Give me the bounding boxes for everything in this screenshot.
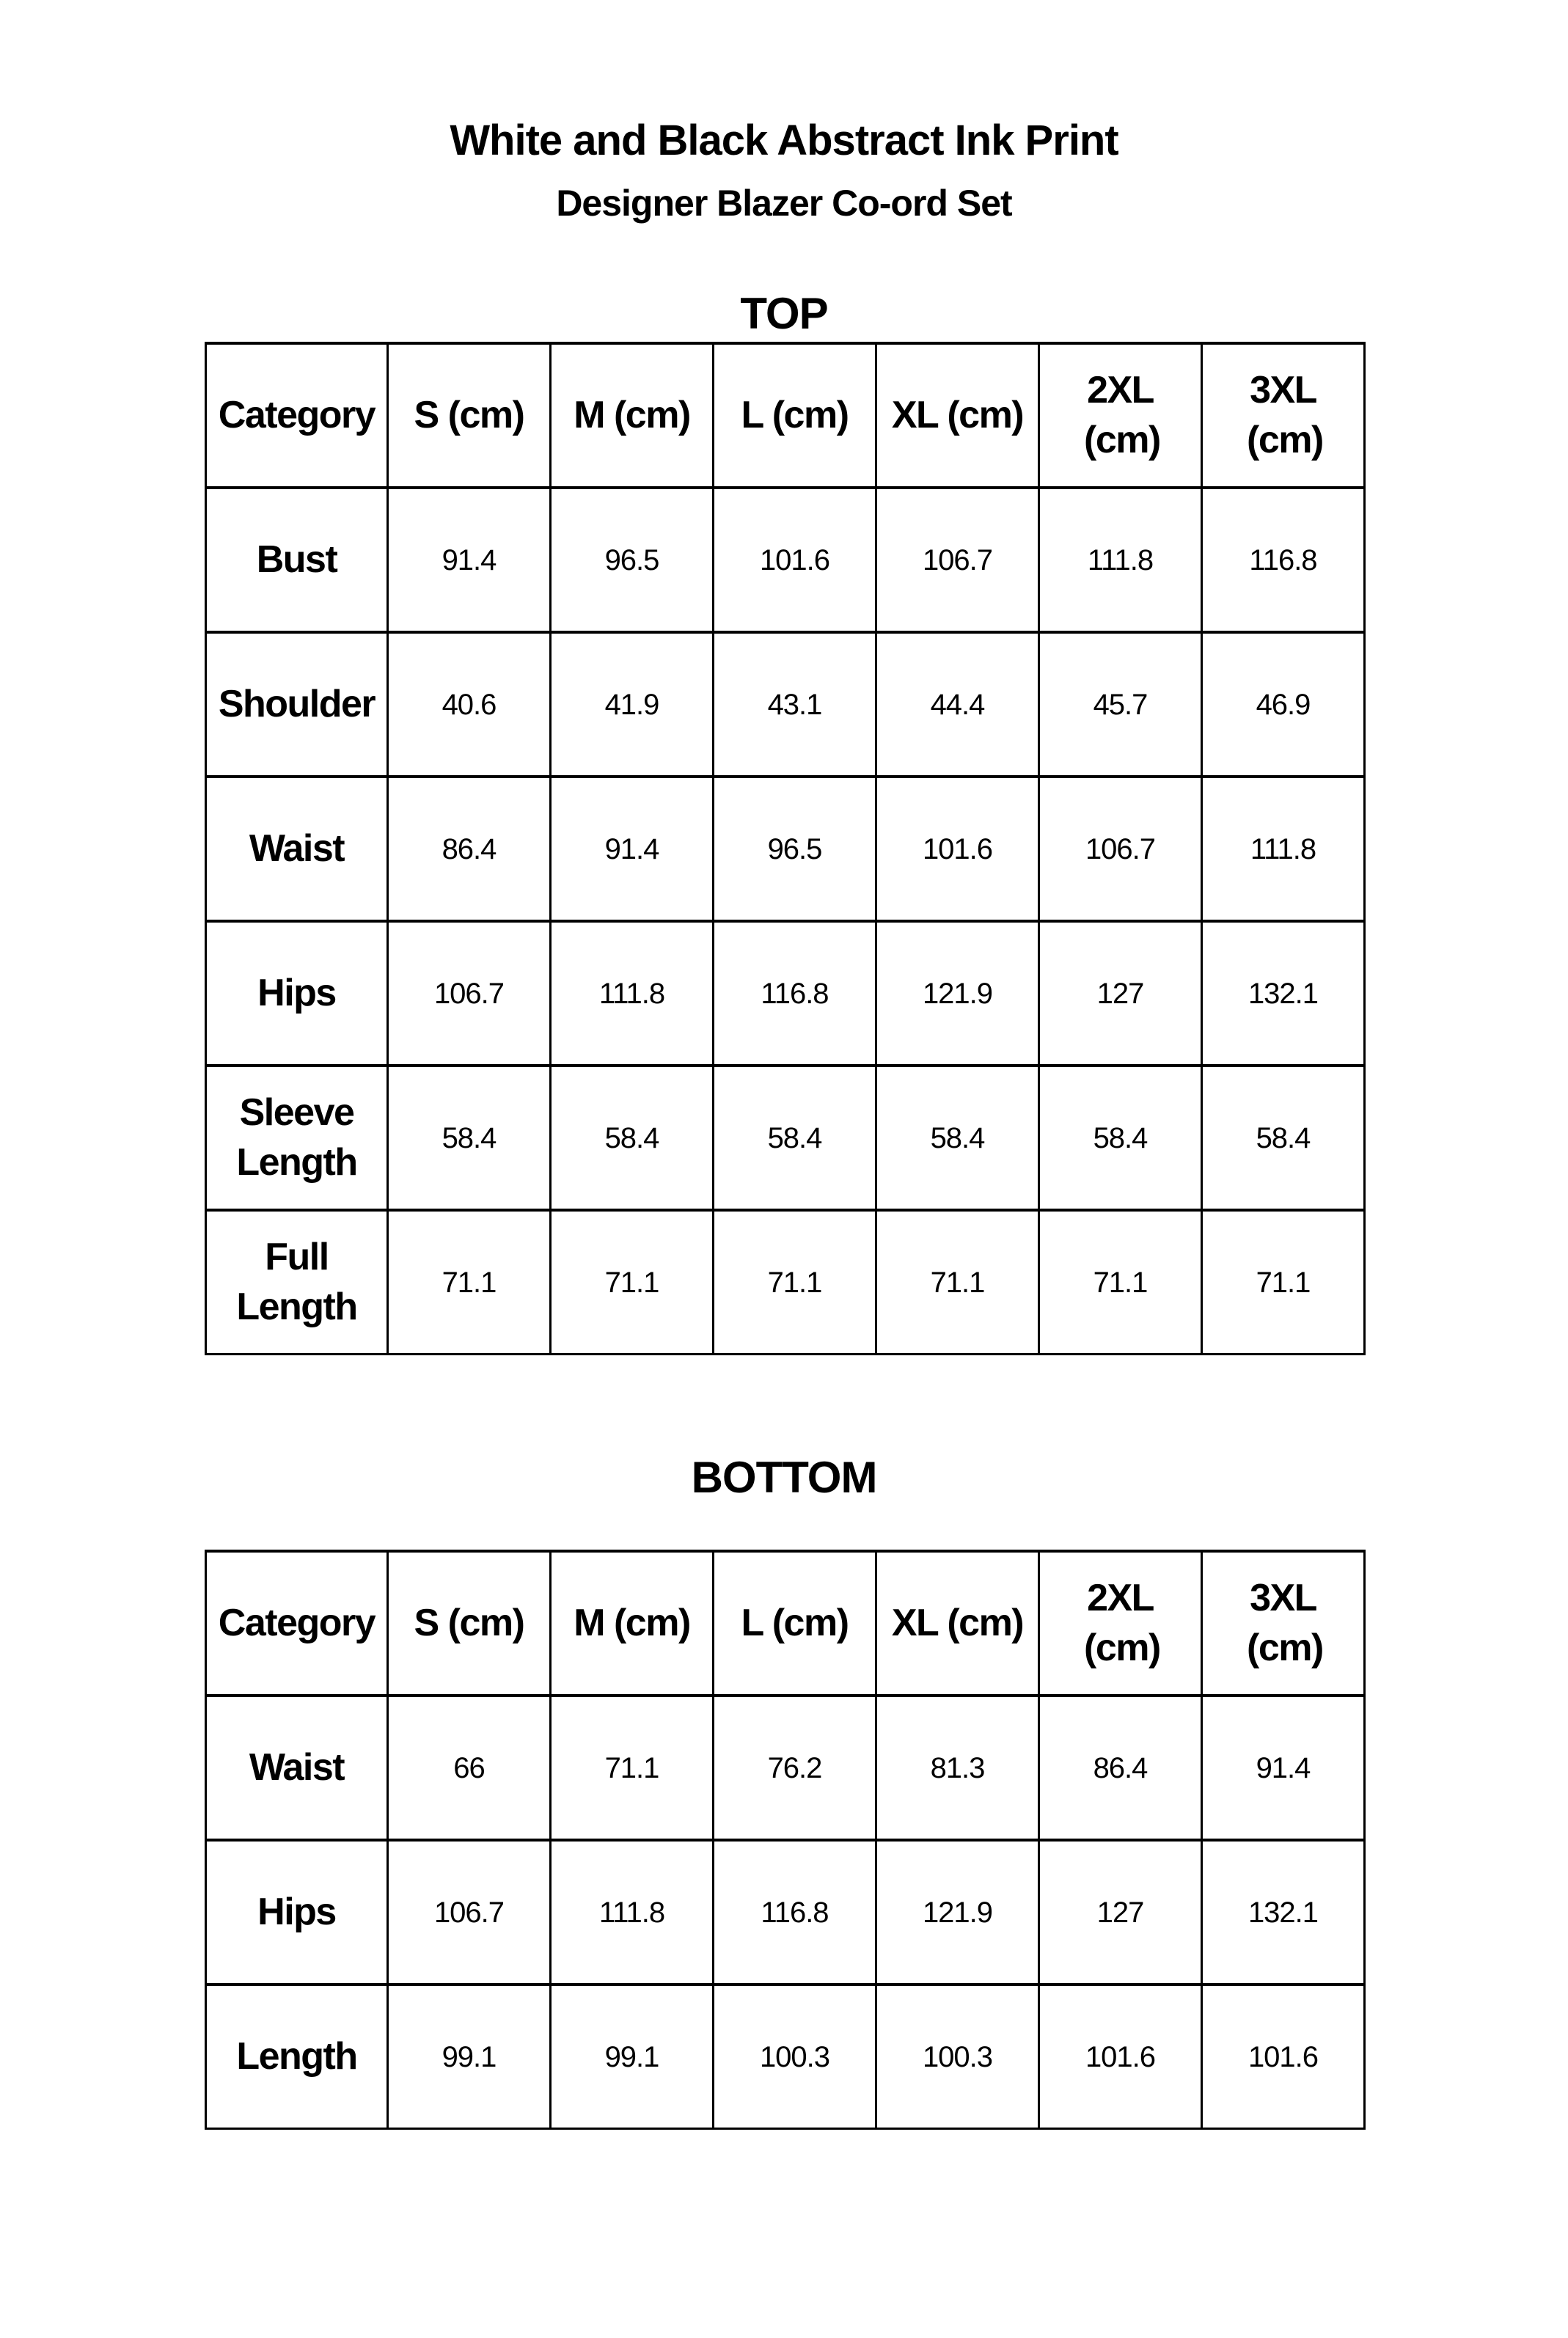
- table-cell: 100.3: [714, 1985, 876, 2129]
- table-cell: 116.8: [714, 1840, 876, 1985]
- table-cell: 132.1: [1202, 921, 1365, 1066]
- table-cell: 58.4: [388, 1066, 551, 1210]
- table-cell: 81.3: [876, 1696, 1039, 1840]
- row-label: Bust: [206, 488, 388, 632]
- table-cell: 106.7: [388, 1840, 551, 1985]
- table-cell: 71.1: [1202, 1210, 1365, 1355]
- table-cell: 66: [388, 1696, 551, 1840]
- row-label: Length: [206, 1985, 388, 2129]
- table-cell: 111.8: [551, 1840, 714, 1985]
- column-header-2xl: 2XL (cm): [1039, 1551, 1202, 1696]
- row-label: Waist: [206, 777, 388, 921]
- column-header-l: L (cm): [714, 343, 876, 488]
- table-cell: 71.1: [1039, 1210, 1202, 1355]
- column-header-m: M (cm): [551, 1551, 714, 1696]
- table-cell: 96.5: [714, 777, 876, 921]
- table-cell: 96.5: [551, 488, 714, 632]
- table-cell: 132.1: [1202, 1840, 1365, 1985]
- table-cell: 91.4: [551, 777, 714, 921]
- document-title: White and Black Abstract Ink Print: [450, 117, 1118, 164]
- row-label: Waist: [206, 1696, 388, 1840]
- table-row: [206, 1210, 1365, 1355]
- document-subtitle: Designer Blazer Co-ord Set: [556, 183, 1012, 224]
- table-cell: 127: [1039, 921, 1202, 1066]
- table-cell: 58.4: [1039, 1066, 1202, 1210]
- table-cell: 121.9: [876, 1840, 1039, 1985]
- table-cell: 43.1: [714, 632, 876, 777]
- table-cell: 86.4: [1039, 1696, 1202, 1840]
- table-cell: 71.1: [551, 1210, 714, 1355]
- table-cell: 101.6: [1202, 1985, 1365, 2129]
- table-header-row: [206, 343, 1365, 488]
- table-row: [206, 632, 1365, 777]
- column-header-s: S (cm): [388, 1551, 551, 1696]
- table-cell: 101.6: [1039, 1985, 1202, 2129]
- table-cell: 58.4: [551, 1066, 714, 1210]
- table-row: [206, 1696, 1365, 1840]
- table-cell: 71.1: [714, 1210, 876, 1355]
- column-header-3xl: 3XL (cm): [1202, 1551, 1365, 1696]
- table-row: [206, 777, 1365, 921]
- table-cell: 58.4: [1202, 1066, 1365, 1210]
- table-cell: 40.6: [388, 632, 551, 777]
- table-cell: 41.9: [551, 632, 714, 777]
- table-cell: 111.8: [1202, 777, 1365, 921]
- column-header-2xl: 2XL (cm): [1039, 343, 1202, 488]
- column-header-category: Category: [206, 1551, 388, 1696]
- top-section-heading: TOP: [740, 289, 828, 338]
- table-cell: 44.4: [876, 632, 1039, 777]
- table-row: [206, 1985, 1365, 2129]
- table-row: [206, 1840, 1365, 1985]
- table-row: [206, 488, 1365, 632]
- table-cell: 101.6: [876, 777, 1039, 921]
- table-cell: 116.8: [1202, 488, 1365, 632]
- table-cell: 121.9: [876, 921, 1039, 1066]
- column-header-xl: XL (cm): [876, 1551, 1039, 1696]
- table-cell: 111.8: [1039, 488, 1202, 632]
- table-row: [206, 1066, 1365, 1210]
- table-header-row: [206, 1551, 1365, 1696]
- table-cell: 127: [1039, 1840, 1202, 1985]
- table-cell: 58.4: [876, 1066, 1039, 1210]
- table-cell: 106.7: [876, 488, 1039, 632]
- table-row: [206, 921, 1365, 1066]
- table-cell: 76.2: [714, 1696, 876, 1840]
- table-cell: 106.7: [388, 921, 551, 1066]
- table-cell: 106.7: [1039, 777, 1202, 921]
- table-cell: 99.1: [551, 1985, 714, 2129]
- top-size-table: [205, 342, 1366, 1355]
- table-cell: 101.6: [714, 488, 876, 632]
- table-cell: 99.1: [388, 1985, 551, 2129]
- column-header-m: M (cm): [551, 343, 714, 488]
- table-cell: 86.4: [388, 777, 551, 921]
- row-label: Shoulder: [206, 632, 388, 777]
- table-cell: 116.8: [714, 921, 876, 1066]
- table-cell: 91.4: [1202, 1696, 1365, 1840]
- table-cell: 111.8: [551, 921, 714, 1066]
- row-label: Hips: [206, 921, 388, 1066]
- table-cell: 46.9: [1202, 632, 1365, 777]
- column-header-xl: XL (cm): [876, 343, 1039, 488]
- column-header-s: S (cm): [388, 343, 551, 488]
- table-cell: 71.1: [551, 1696, 714, 1840]
- column-header-category: Category: [206, 343, 388, 488]
- table-cell: 71.1: [388, 1210, 551, 1355]
- table-cell: 71.1: [876, 1210, 1039, 1355]
- bottom-size-table: [205, 1550, 1366, 2130]
- table-cell: 100.3: [876, 1985, 1039, 2129]
- table-cell: 58.4: [714, 1066, 876, 1210]
- column-header-l: L (cm): [714, 1551, 876, 1696]
- row-label: Hips: [206, 1840, 388, 1985]
- row-label: Sleeve Length: [206, 1066, 388, 1210]
- table-cell: 91.4: [388, 488, 551, 632]
- table-cell: 45.7: [1039, 632, 1202, 777]
- column-header-3xl: 3XL (cm): [1202, 343, 1365, 488]
- row-label: Full Length: [206, 1210, 388, 1355]
- bottom-section-heading: BOTTOM: [691, 1453, 877, 1502]
